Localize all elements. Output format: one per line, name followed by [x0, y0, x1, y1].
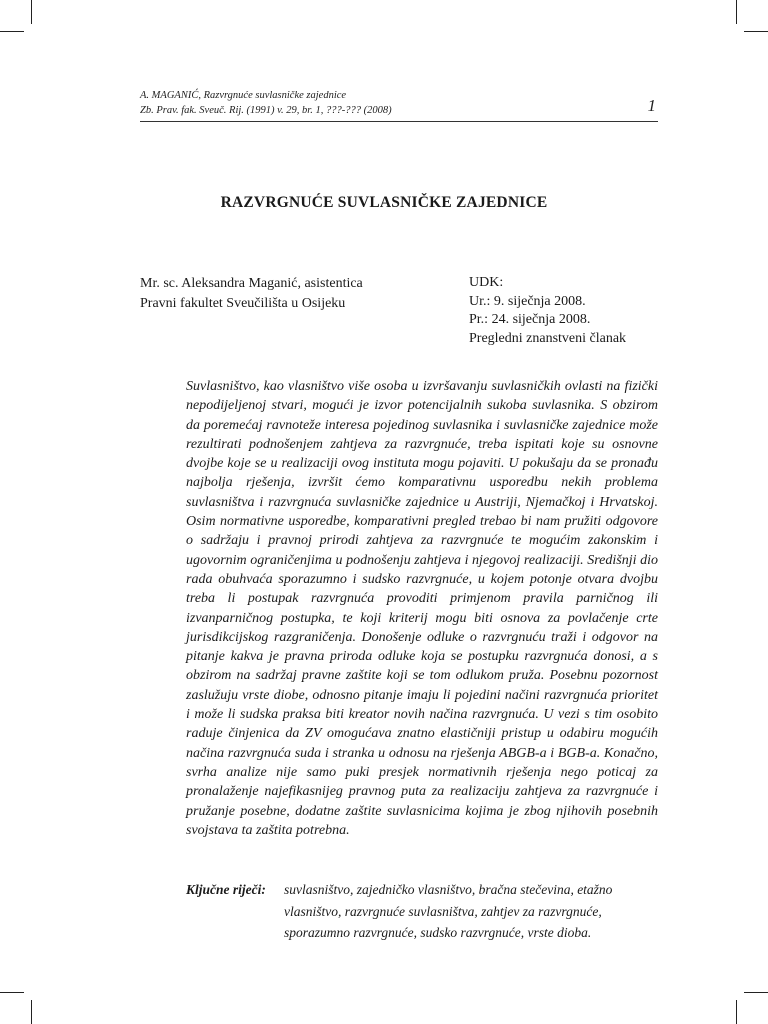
keywords-text: suvlasništvo, zajedničko vlasništvo, bračna stečevina, etažno vlasništvo, razvrgnuće suvlasništva, zahtjev za razvrgnuće, sporazumno razvrgnuće, sudsko razvrgnuće, vrste dioba. [284, 882, 613, 940]
page-number: 1 [647, 96, 656, 115]
running-header [140, 88, 658, 118]
author-name: Mr. sc. Aleksandra Maganić, asistentica [140, 276, 363, 291]
crop-mark-bottom-left [0, 992, 24, 993]
header-citation-line2: Zb. Prav. fak. Sveuč. Rij. (1991) v. 29, br. 1, ???-??? (2008) [140, 105, 392, 116]
crop-mark-top-left [31, 0, 32, 24]
abstract: Suvlasništvo, kao vlasništvo više osoba u izvršavanju suvlasničkih ovlasti na fizički nepodijeljenoj stvari, mogući je izvor potencijalnih sukoba suvlasnika. S obzirom da poremećaj ravnoteže interesa pojedinog suvlasnika i suvlasničke zajednice može rezultirati podnošenjem zahtjeva za razvrgnuće, treba ispitati koje su osnovne dvojbe koje se u realizaciji ovog instituta mogu pojaviti. U pokušaju da se pronađu najbolja rješenja, izvršit ćemo komparativnu usporedbu nekih problema suvlasništva i razvrgnuća suvlasničke zajednice u Austriji, Njemačkoj i Hrvatskoj. Osim normativne usporedbe, komparativni pregled trebao bi nam pružiti odgovore o sadržaju i pravnoj prirodi zahtjeva za razvrgnuće te mogućim zakonskim i ugovornim ograničenjima u podnošenju zahtjeva i njegovoj realizaciji. Središnji dio rada obuhvaća sporazumno i sudsko razvrgnuće, u kojem potonje otvara dvojbu treba li postupak razvrgnuća provoditi primjenom pravila parničnog ili izvanparničnog postupka, te koji kriterij mogu biti osnova za povlačenje crte jurisdikcijskog razgraničenja. Donošenje odluke o razvrgnuću traži i odgovor na pitanje kakva je pravna priroda odluke koja se postupku razvrgnuća donosi, a s obzirom na sadržaj pravne zaštite koji se tom odlukom pruža. Posebnu pozornost zaslužuju vrste diobe, odnosno pitanje imaju li pojedini načini razvrgnuća prioritet i može li sudska praksa biti kreator novih načina razvrgnuća. U vezi s tim osobito raduje činjenica da ZV omogućava znatno elastičniji pristup u odabiru mogućih načina razvrgnuća suda i stranka u odnosu na rješenja ABGB-a i BGB-a. Konačno, svrha analize nije samo puki presjek normativnih rješenja nego poticaj za pronalaženje najefikasnijeg pravnog puta za realizaciju zahtjeva za razvrgnuće i pružanje posebne, dodatne zaštite suvlasnicima kojima je zbog njihovih posebnih svojstava ta zaštita potrebna. [186, 379, 658, 838]
crop-mark-bottom-right [736, 1000, 737, 1024]
author-affiliation: Pravni fakultet Sveučilišta u Osijeku [140, 296, 346, 311]
accepted-date: Pr.: 24. siječnja 2008. [469, 312, 591, 327]
keywords-label: Ključne riječi: [186, 882, 266, 897]
crop-mark-top-right [736, 0, 737, 24]
crop-mark-top-right [744, 31, 768, 32]
received-date: Ur.: 9. siječnja 2008. [469, 293, 586, 309]
udk-block [469, 274, 626, 348]
udk-label: UDK: [469, 275, 504, 290]
header-citation-line1: A. MAGANIĆ, Razvrgnuće suvlasničke zajednice [140, 90, 347, 101]
crop-mark-bottom-left [31, 1000, 32, 1024]
crop-mark-top-left [0, 31, 24, 32]
crop-mark-bottom-right [744, 992, 768, 993]
article-type: Pregledni znanstveni članak [469, 330, 627, 346]
author-block [140, 274, 363, 314]
paper-title: RAZVRGNUĆE SUVLASNIČKE ZAJEDNICE [220, 194, 548, 211]
header-rule [140, 121, 658, 122]
